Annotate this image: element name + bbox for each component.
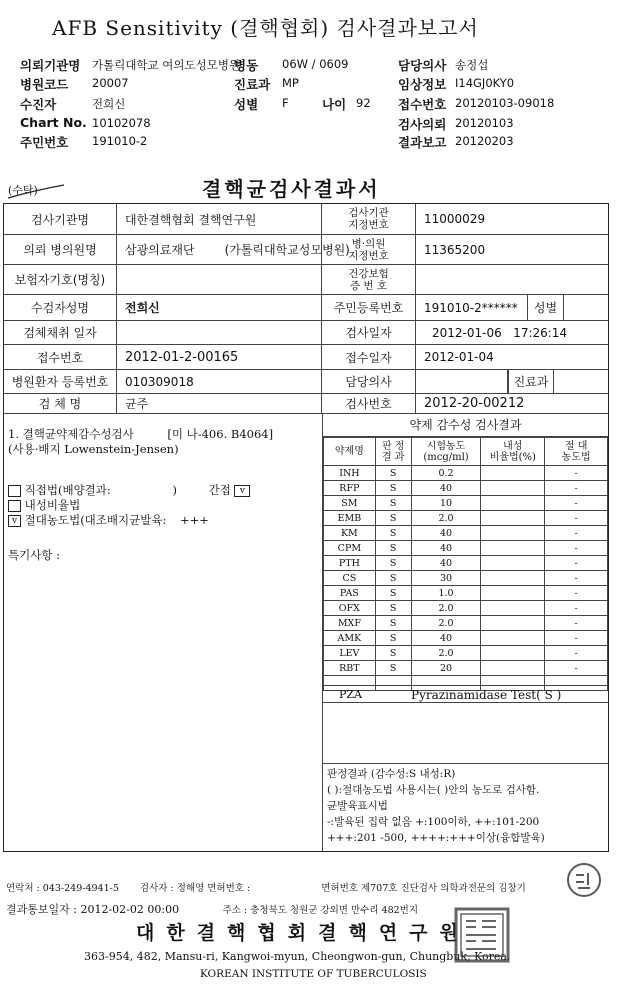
field-label-patient: 수진자 (20, 97, 57, 112)
label-department: 진료과 (508, 370, 554, 393)
sensitivity-cell-concentration: 40 (411, 556, 481, 571)
field-label-sex: 성별 (234, 97, 259, 112)
form-row (4, 345, 608, 370)
field-value-ward: 06W / 0609 (282, 57, 349, 71)
sensitivity-cell-absolute-value: - (545, 661, 608, 676)
value-examinee-name: 전희신 (117, 295, 322, 320)
sensitivity-cell-absolute-value: - (545, 616, 608, 631)
field-value-hospital-code: 20007 (92, 76, 129, 90)
sensitivity-cell-result: S (375, 601, 411, 616)
field-label-chart-no: Chart No. (20, 115, 87, 130)
doctor-seal-icon (566, 862, 602, 898)
note-line: ( ):절대농도법 사용시는( )안의 농도로 검사함. (327, 784, 540, 796)
sensitivity-row (324, 481, 608, 496)
report-title: AFB Sensitivity (결핵협회) 검사결과보고서 (52, 16, 479, 40)
sensitivity-cell-drug-name: AMK (324, 631, 376, 646)
absolute-method-label: 절대농도법(대조배지균발육: (24, 513, 167, 527)
sensitivity-cell-drug-name: PAS (324, 586, 376, 601)
field-label-request-date: 검사의뢰 (398, 117, 447, 132)
institute-name: 대한결핵협회결핵연구원 (136, 922, 470, 944)
sensitivity-cell-concentration: 2.0 (411, 616, 481, 631)
sensitivity-cell-concentration: 40 (411, 631, 481, 646)
value-lab-name: 대한결핵협회 결핵연구원 (117, 204, 322, 234)
field-value-request-date: 20120103 (455, 116, 514, 130)
footer-contact-line (6, 880, 526, 894)
ratio-method-checkbox[interactable] (8, 500, 21, 512)
note-line: +++:201 -500, ++++:+++이상(융합발육) (327, 832, 545, 844)
sensitivity-cell-result: S (375, 496, 411, 511)
sensitivity-cell-absolute-value: - (545, 646, 608, 661)
sensitivity-cell-absolute-value: - (545, 496, 608, 511)
label-receipt-date: 접수일자 (322, 345, 416, 369)
sensitivity-row (324, 601, 608, 616)
field-label-age: 나이 (322, 97, 347, 112)
field-value-chart-no: 10102078 (92, 116, 151, 130)
col-concentration: 시험농도 (mcg/ml) (411, 438, 481, 466)
form-row (4, 235, 608, 265)
sensitivity-row (324, 586, 608, 601)
sensitivity-row (324, 661, 608, 676)
pza-row (323, 685, 608, 703)
sensitivity-cell-concentration: 40 (411, 481, 481, 496)
consignment-mark: (수탁) (8, 184, 38, 197)
test-method-code: [미 나-406. B4064] (167, 427, 274, 441)
sensitivity-cell-ratio-value (481, 556, 545, 571)
institute-address: 363-954, 482, Mansu-ri, Kangwoi-myun, Cheongwon-gun, Chungbuk, Korea. (84, 950, 511, 963)
sensitivity-row (324, 496, 608, 511)
test-method-line (8, 427, 273, 442)
footer-address-kr: 주소 : 충청북도 청원군 강외면 만수리 482번지 (222, 905, 419, 916)
sensitivity-cell-result: S (375, 481, 411, 496)
results-section (4, 413, 608, 851)
field-label-resident-no: 주민번호 (20, 135, 69, 150)
sensitivity-cell-ratio-value (481, 511, 545, 526)
sensitivity-cell-drug-name: RFP (324, 481, 376, 496)
sensitivity-cell-ratio-value (481, 646, 545, 661)
field-value-resident-no: 191010-2 (92, 134, 148, 148)
sensitivity-row (324, 466, 608, 481)
sensitivity-cell-result: S (375, 631, 411, 646)
sensitivity-cell-result: S (375, 586, 411, 601)
form-row (4, 265, 608, 295)
institute-name-en: KOREAN INSTITUTE OF TUBERCULOSIS (200, 968, 427, 980)
sensitivity-cell-concentration: 10 (411, 496, 481, 511)
note-line: 판정결과 (감수성:S 내성:R) (327, 768, 456, 780)
sensitivity-cell-result: S (375, 616, 411, 631)
value-insurance-no (416, 265, 608, 294)
absolute-method-line (8, 513, 273, 528)
sensitivity-cell-result: S (375, 571, 411, 586)
sensitivity-cell-result: S (375, 466, 411, 481)
field-value-patient: 전희신 (92, 97, 126, 111)
form-row (4, 321, 608, 345)
value-receipt-number: 2012-01-2-00165 (117, 345, 322, 369)
field-value-department: MP (282, 76, 299, 90)
form-row (4, 394, 608, 413)
form-title: 결핵균검사결과서 (202, 177, 381, 201)
sensitivity-cell-result: S (375, 526, 411, 541)
sensitivity-cell-ratio-value (481, 586, 545, 601)
sensitivity-cell-concentration: 0.2 (411, 466, 481, 481)
value-patient-reg-no: 010309018 (117, 370, 322, 393)
sensitivity-cell-absolute-value: - (545, 526, 608, 541)
form-row (4, 295, 608, 321)
value-attending-doctor (416, 370, 508, 393)
value-collection-date (117, 321, 322, 344)
field-label-institution: 의뢰기관명 (20, 58, 81, 73)
field-value-clinical-info: I14GJ0KY0 (455, 76, 515, 90)
pen-slash-mark (6, 184, 66, 200)
sensitivity-cell-result: S (375, 541, 411, 556)
col-drug: 약제명 (324, 438, 376, 466)
absolute-method-growth: +++ (179, 513, 209, 527)
sensitivity-cell-concentration: 40 (411, 541, 481, 556)
label-insurance-no: 건강보험 증 번 호 (322, 265, 416, 294)
sensitivity-cell-absolute-value: - (545, 631, 608, 646)
label-lab-name: 검사기관명 (4, 204, 117, 234)
sensitivity-cell-absolute-value: - (545, 481, 608, 496)
sensitivity-cell-result: S (375, 646, 411, 661)
indirect-method-label: 간접 (208, 483, 231, 497)
sensitivity-cell-drug-name: RBT (324, 661, 376, 676)
sensitivity-cell-ratio-value (481, 631, 545, 646)
label-resident-number: 주민등록번호 (322, 295, 416, 320)
field-label-doctor: 담당의사 (398, 58, 447, 73)
value-resident-number: 191010-2****** (416, 295, 528, 320)
col-result: 판 정 결 과 (375, 438, 411, 466)
label-lab-code: 검사기관 지정번호 (322, 204, 416, 234)
sensitivity-row (324, 511, 608, 526)
sensitivity-cell-concentration: 40 (411, 526, 481, 541)
form-row (4, 204, 608, 235)
label-specimen: 검 체 명 (4, 394, 117, 413)
ratio-method-label: 내성비율법 (24, 498, 81, 512)
sensitivity-cell-absolute-value: - (545, 511, 608, 526)
field-label-receipt-no: 접수번호 (398, 97, 447, 112)
direct-method-close: ) (172, 483, 177, 497)
value-test-number: 2012-20-00212 (424, 396, 525, 411)
note-line: 균발육표시법 (327, 800, 388, 812)
direct-method-label: 직접법(배양결과: (24, 483, 111, 497)
sensitivity-cell-concentration: 2.0 (411, 601, 481, 616)
sensitivity-cell-drug-name: CS (324, 571, 376, 586)
sensitivity-cell-absolute-value: - (545, 541, 608, 556)
value-receipt-date: 2012-01-04 (424, 350, 494, 364)
sensitivity-cell-ratio-value (481, 481, 545, 496)
form-row (4, 370, 608, 394)
sensitivity-cell-ratio-value (481, 661, 545, 676)
label-hospital-code: 병·의원 지정번호 (322, 235, 416, 264)
footer-report-line (6, 901, 418, 917)
sensitivity-cell-result: S (375, 556, 411, 571)
sensitivity-cell-result: S (375, 511, 411, 526)
col-absolute: 절 대 농도법 (545, 438, 608, 466)
remarks-label: 특기사항 : (8, 548, 60, 562)
field-value-report-date: 20120203 (455, 134, 514, 148)
sensitivity-cell-drug-name: OFX (324, 601, 376, 616)
sensitivity-cell-drug-name: SM (324, 496, 376, 511)
sensitivity-cell-drug-name: EMB (324, 511, 376, 526)
test-method-title: 1. 결핵균약제감수성검사 (8, 427, 134, 441)
footer-license: 면허번호 제707호 진단검사 의학과전문의 김창기 (321, 883, 526, 894)
sensitivity-body (324, 466, 608, 691)
value-hospital-code: 11365200 (424, 242, 486, 257)
label-test-date: 검사일자 (322, 321, 416, 344)
direct-method-line (8, 483, 273, 498)
value-requesting-hospital-sub: (가톨릭대학교성모병원) (224, 243, 350, 257)
field-value-doctor: 송정섭 (455, 58, 489, 72)
sensitivity-cell-concentration: 30 (411, 571, 481, 586)
report-header (0, 0, 620, 158)
label-attending-doctor: 담당의사 (322, 370, 416, 393)
sensitivity-cell-ratio-value (481, 541, 545, 556)
footer-contact: 연락처 : 043-249-4941-5 (6, 883, 119, 894)
label-examinee-name: 수검자성명 (4, 295, 117, 320)
direct-method-checkbox[interactable] (8, 485, 21, 497)
pza-label: PZA (339, 688, 362, 701)
sensitivity-cell-result: S (375, 661, 411, 676)
field-value-age: 92 (356, 96, 371, 110)
sensitivity-cell-ratio-value (481, 571, 545, 586)
official-stamp-icon (452, 905, 512, 965)
sensitivity-cell-concentration: 2.0 (411, 646, 481, 661)
field-label-department: 진료과 (234, 77, 271, 92)
col-ratio: 내성 비율법(%) (481, 438, 545, 466)
sensitivity-row (324, 541, 608, 556)
sensitivity-cell-drug-name: INH (324, 466, 376, 481)
sensitivity-cell-drug-name: LEV (324, 646, 376, 661)
label-requesting-hospital: 의뢰 병의원명 (4, 235, 117, 264)
sensitivity-cell-drug-name: PTH (324, 556, 376, 571)
value-sex (564, 295, 608, 320)
sensitivity-row (324, 526, 608, 541)
value-requesting-hospital (117, 235, 350, 264)
field-value-receipt-no: 20120103-09018 (455, 96, 555, 110)
sensitivity-title: 약제 감수성 검사결과 (323, 413, 608, 437)
sensitivity-cell-concentration: 20 (411, 661, 481, 676)
ratio-method-line (8, 498, 273, 513)
value-department (554, 370, 608, 393)
sensitivity-cell-ratio-value (481, 526, 545, 541)
sensitivity-cell-absolute-value: - (545, 586, 608, 601)
sensitivity-cell-ratio-value (481, 616, 545, 631)
value-requesting-foundation: 삼광의료재단 (125, 243, 195, 257)
sensitivity-cell-drug-name: KM (324, 526, 376, 541)
field-label-report-date: 결과보고 (398, 135, 447, 150)
field-value-sex: F (282, 96, 289, 110)
sensitivity-cell-absolute-value: - (545, 571, 608, 586)
sensitivity-header-row (324, 438, 608, 466)
absolute-method-checkbox[interactable]: v (8, 515, 21, 527)
sensitivity-cell-absolute-value: - (545, 556, 608, 571)
field-label-clinical-info: 임상정보 (398, 77, 447, 92)
note-line: -:발육된 집락 없음 +:100이하, ++:101-200 (327, 816, 540, 828)
sensitivity-cell-absolute-value: - (545, 466, 608, 481)
sensitivity-cell-drug-name: CPM (324, 541, 376, 556)
field-label-ward: 병동 (234, 58, 259, 73)
label-test-number: 검사번호 (322, 394, 416, 413)
value-insurer (117, 265, 322, 294)
label-insurer: 보험자기호(명칭) (4, 265, 117, 294)
sensitivity-table (323, 437, 608, 691)
field-label-hospital-code: 병원코드 (20, 77, 69, 92)
test-method-panel (8, 427, 273, 563)
value-test-date: 2012-01-06 17:26:14 (432, 325, 568, 340)
indirect-method-checkbox[interactable]: v (234, 485, 250, 497)
value-specimen: 균주 (117, 394, 322, 413)
value-lab-code: 11000029 (424, 212, 486, 226)
sensitivity-cell-ratio-value (481, 496, 545, 511)
sensitivity-cell-concentration: 1.0 (411, 586, 481, 601)
notes-panel (323, 763, 608, 851)
sensitivity-cell-concentration: 2.0 (411, 511, 481, 526)
footer-report-date: 결과통보일자 : 2012-02-02 00:00 (6, 903, 180, 916)
sensitivity-cell-absolute-value: - (545, 601, 608, 616)
sensitivity-row (324, 556, 608, 571)
sensitivity-cell-drug-name: MXF (324, 616, 376, 631)
sensitivity-cell-ratio-value (481, 601, 545, 616)
footer-examiner: 검사자 : 정해영 면허번호 : (139, 883, 251, 894)
field-value-institution: 가톨릭대학교 여의도성모병원 (92, 58, 241, 72)
test-medium: (사용·배지 Lowenstein-Jensen) (8, 442, 179, 456)
label-receipt-number: 접수번호 (4, 345, 117, 369)
label-collection-date: 검체채취 일자 (4, 321, 117, 344)
label-patient-reg-no: 병원환자 등록번호 (4, 370, 117, 393)
label-sex: 성별 (528, 295, 564, 320)
sensitivity-cell-ratio-value (481, 466, 545, 481)
sensitivity-row (324, 616, 608, 631)
sensitivity-row (324, 631, 608, 646)
sensitivity-row (324, 571, 608, 586)
pza-value: Pyrazinamidase Test( S ) (411, 688, 562, 702)
sensitivity-row (324, 646, 608, 661)
